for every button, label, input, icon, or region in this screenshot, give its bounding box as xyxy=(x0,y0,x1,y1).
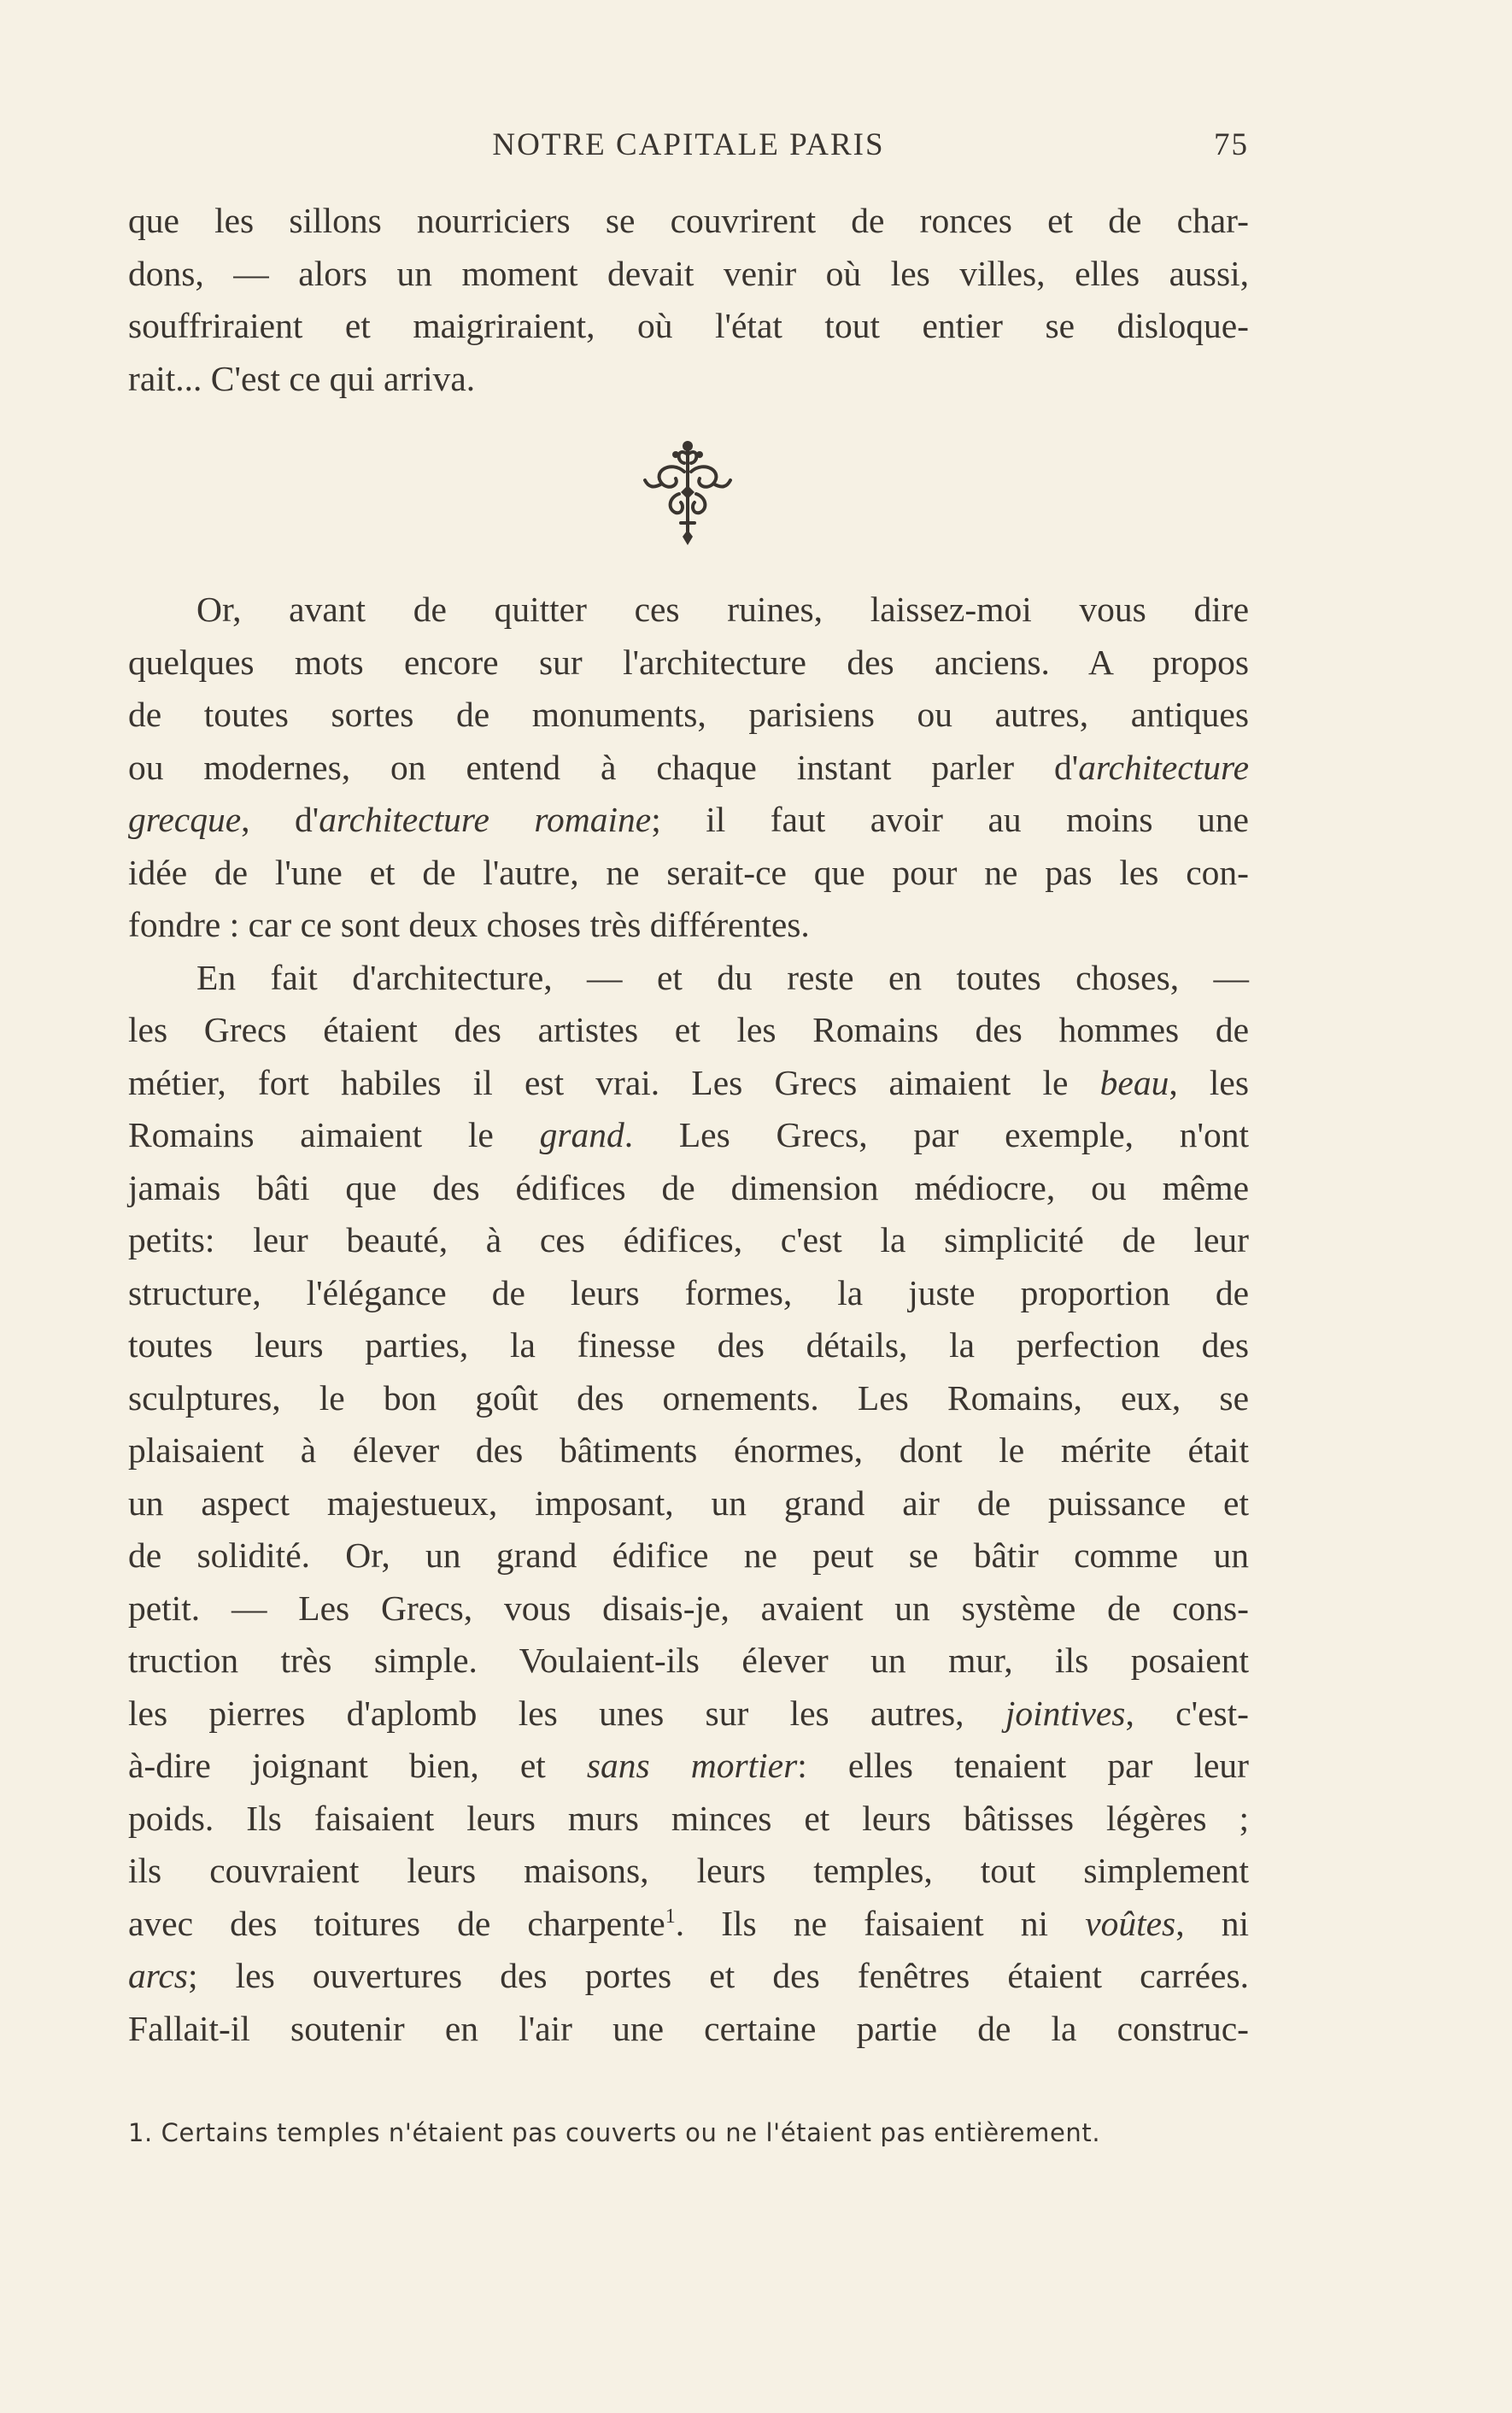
text-line: dons, — alors un moment devait venir où les villes, elles aussi, xyxy=(128,253,1249,293)
text-run: , les xyxy=(1169,1062,1249,1102)
text-run: , c'est- xyxy=(1125,1693,1249,1733)
text-line: que les sillons nourriciers se couvrirent de ronces et de char- xyxy=(128,201,1249,240)
text-line: sculptures, le bon goût des ornements. Les Romains, eux, se xyxy=(128,1377,1249,1418)
text-run: , d' xyxy=(241,800,319,839)
fleuron-ornament-icon xyxy=(628,437,747,549)
text-line xyxy=(128,1109,1249,1162)
text-line xyxy=(128,1688,1249,1741)
italic-term: beau xyxy=(1099,1062,1169,1102)
footnote: 1. Certains temples n'étaient pas couverts ou ne l'étaient pas entièrement. xyxy=(128,2118,1101,2147)
text-run: avec des toitures de charpente xyxy=(128,1903,665,1943)
text-line: jamais bâti que des édifices de dimension médiocre, ou même xyxy=(128,1167,1249,1207)
body-text xyxy=(128,584,1249,2055)
footnote-marker: 1 xyxy=(665,1905,676,1928)
text-line: toutes leurs parties, la finesse des détails, la perfection des xyxy=(128,1325,1249,1365)
text-run: ou modernes, on entend à chaque instant parler d' xyxy=(128,747,1079,787)
text-line: poids. Ils faisaient leurs murs minces et leurs bâtisses légères ; xyxy=(128,1798,1249,1838)
italic-term: arcs xyxy=(128,1956,188,1995)
text-run: . Les Grecs, par exemple, n'ont xyxy=(624,1115,1250,1154)
text-line: de solidité. Or, un grand édifice ne peut se bâtir comme un xyxy=(128,1535,1249,1575)
page-number: 75 xyxy=(1214,127,1249,162)
text-run: les pierres d'aplomb les unes sur les autres, xyxy=(128,1693,1005,1733)
text-run: à-dire joignant bien, et xyxy=(128,1746,587,1785)
text-line: souffriraient et maigriraient, où l'état tout entier se disloque- xyxy=(128,306,1249,345)
text-line xyxy=(128,1740,1249,1793)
text-line xyxy=(128,794,1249,847)
italic-term: jointives xyxy=(1005,1693,1126,1733)
text-line xyxy=(128,1898,1249,1951)
text-run: ; les ouvertures des portes et des fenêtres étaient carrées. xyxy=(187,1956,1249,1995)
text-line: un aspect majestueux, imposant, un grand air de puissance et xyxy=(128,1482,1249,1523)
text-line: Or, avant de quitter ces ruines, laissez-moi vous dire xyxy=(196,590,1249,629)
text-line: les Grecs étaient des artistes et les Romains des hommes de xyxy=(128,1010,1249,1049)
text-line: fondre : car ce sont deux choses très différentes. xyxy=(128,905,810,944)
text-line: ils couvraient leurs maisons, leurs temples, tout simplement xyxy=(128,1851,1249,1890)
text-line: de toutes sortes de monuments, parisiens ou autres, antiques xyxy=(128,695,1249,734)
text-line: petit. — Les Grecs, vous disais-je, avaient un système de cons- xyxy=(128,1588,1249,1628)
text-run: Romains aimaient le xyxy=(128,1115,540,1154)
paragraph-continued xyxy=(128,195,1249,405)
text-line: plaisaient à élever des bâtiments énormes, dont le mérite était xyxy=(128,1430,1249,1470)
italic-term: architecture xyxy=(1078,747,1249,787)
italic-term: grand xyxy=(539,1115,624,1154)
text-run: , ni xyxy=(1175,1903,1249,1943)
text-line: Fallait-il soutenir en l'air une certaine partie de la construc- xyxy=(128,2008,1249,2048)
text-run: : elles tenaient par leur xyxy=(797,1746,1249,1785)
text-line: idée de l'une et de l'autre, ne serait-ce que pour ne pas les con- xyxy=(128,852,1249,892)
text-line xyxy=(128,1057,1249,1110)
text-run: métier, fort habiles il est vrai. Les Grecs aimaient le xyxy=(128,1062,1100,1102)
text-line: structure, l'élégance de leurs formes, la juste proportion de xyxy=(128,1272,1249,1312)
text-line: En fait d'architecture, — et du reste en toutes choses, — xyxy=(196,957,1249,997)
text-line xyxy=(128,1950,1249,2003)
text-run: . Ils ne faisaient ni xyxy=(675,1903,1086,1943)
italic-term: sans mortier xyxy=(586,1746,798,1785)
running-header xyxy=(128,126,1249,171)
text-line xyxy=(128,742,1249,795)
italic-term: architecture romaine xyxy=(319,800,652,839)
italic-term: grecque xyxy=(128,800,242,839)
running-title: NOTRE CAPITALE PARIS xyxy=(492,127,885,162)
text-line: rait... C'est ce qui arriva. xyxy=(128,358,476,398)
text-run: ; il faut avoir au moins une xyxy=(651,800,1249,839)
text-line: truction très simple. Voulaient-ils élever un mur, ils posaient xyxy=(128,1641,1249,1680)
text-line: quelques mots encore sur l'architecture des anciens. A propos xyxy=(128,642,1249,682)
italic-term: voûtes xyxy=(1085,1903,1176,1943)
text-line: petits: leur beauté, à ces édifices, c'est la simplicité de leur xyxy=(128,1220,1249,1259)
